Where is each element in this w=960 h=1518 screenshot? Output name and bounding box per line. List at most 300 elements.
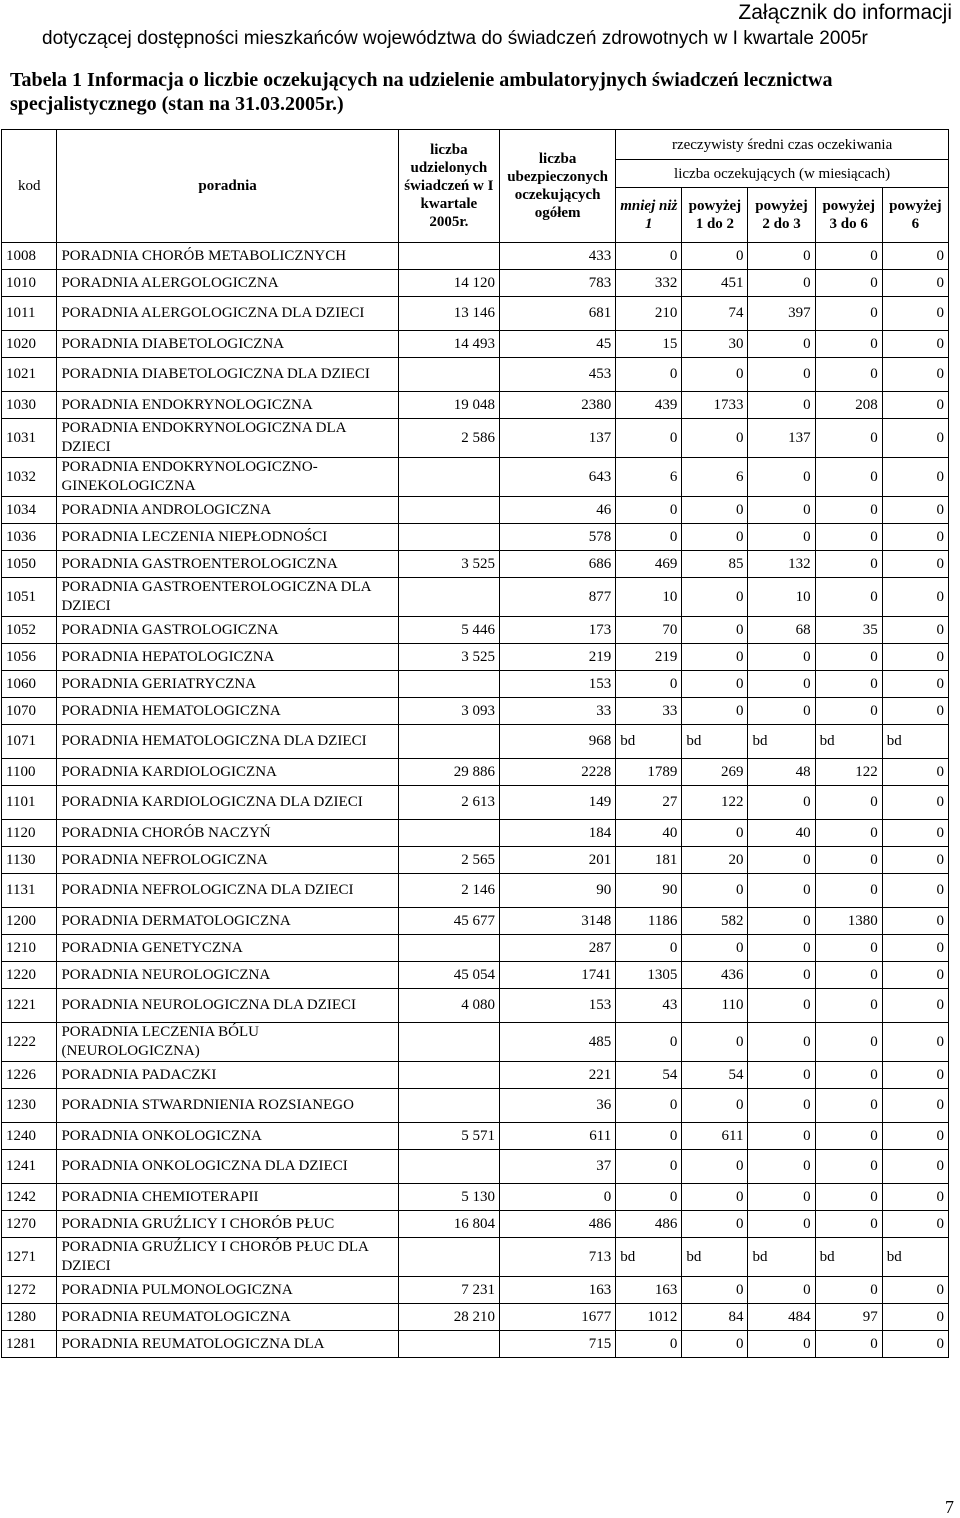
cell-value: 0	[748, 962, 815, 989]
cell-value: 0	[682, 243, 748, 270]
cell-value: 0	[815, 331, 882, 358]
col-header-poradnia: poradnia	[57, 130, 398, 243]
cell-value: 0	[616, 1184, 682, 1211]
cell-value: 1789	[616, 759, 682, 786]
cell-value: 0	[882, 1123, 948, 1150]
table-row	[2, 419, 949, 458]
cell-value: 0	[748, 270, 815, 297]
cell-udzielone	[398, 458, 499, 497]
cell-value: 332	[616, 270, 682, 297]
col-header-czas: rzeczywisty średni czas oczekiwania	[616, 130, 949, 160]
cell-value: 0	[748, 358, 815, 392]
cell-value: 0	[815, 297, 882, 331]
cell-value: 0	[815, 1062, 882, 1089]
cell-value: 0	[815, 786, 882, 820]
cell-kod: 1031	[2, 419, 57, 458]
cell-ubezpieczeni: 453	[500, 358, 616, 392]
table-row	[2, 1304, 949, 1331]
cell-udzielone: 13 146	[398, 297, 499, 331]
cell-ubezpieczeni: 715	[500, 1331, 616, 1358]
cell-value: bd	[616, 725, 682, 759]
cell-value: 0	[882, 1023, 948, 1062]
cell-poradnia: PORADNIA ENDOKRYNOLOGICZNA	[57, 392, 398, 419]
cell-value: 0	[882, 908, 948, 935]
cell-value: 0	[882, 331, 948, 358]
cell-value: 122	[815, 759, 882, 786]
cell-ubezpieczeni: 578	[500, 524, 616, 551]
cell-ubezpieczeni: 90	[500, 874, 616, 908]
cell-poradnia: PORADNIA GASTROLOGICZNA	[57, 617, 398, 644]
table-row	[2, 786, 949, 820]
cell-value: 0	[748, 935, 815, 962]
cell-ubezpieczeni: 968	[500, 725, 616, 759]
cell-value: 0	[815, 1123, 882, 1150]
cell-udzielone	[398, 1331, 499, 1358]
col-header-m2: powyżej 1 do 2	[682, 188, 748, 243]
cell-ubezpieczeni: 37	[500, 1150, 616, 1184]
col-header-ubezpieczeni: liczba ubezpieczonych oczekujących ogółem	[500, 130, 616, 243]
cell-ubezpieczeni: 643	[500, 458, 616, 497]
cell-udzielone: 2 586	[398, 419, 499, 458]
cell-value: 0	[882, 1331, 948, 1358]
cell-value: 0	[682, 1211, 748, 1238]
cell-value: 84	[682, 1304, 748, 1331]
cell-poradnia: PORADNIA NEFROLOGICZNA	[57, 847, 398, 874]
cell-value: 0	[616, 1123, 682, 1150]
table-row	[2, 962, 949, 989]
table-row	[2, 989, 949, 1023]
table-row	[2, 358, 949, 392]
cell-value: 0	[882, 297, 948, 331]
cell-kod: 1036	[2, 524, 57, 551]
cell-poradnia: PORADNIA GRUŹLICY I CHORÓB PŁUC	[57, 1211, 398, 1238]
table-row	[2, 1062, 949, 1089]
table-row	[2, 908, 949, 935]
cell-poradnia: PORADNIA HEMATOLOGICZNA DLA DZIECI	[57, 725, 398, 759]
cell-udzielone	[398, 725, 499, 759]
table-row	[2, 297, 949, 331]
cell-udzielone: 4 080	[398, 989, 499, 1023]
cell-value: 0	[882, 617, 948, 644]
cell-ubezpieczeni: 184	[500, 820, 616, 847]
cell-udzielone	[398, 935, 499, 962]
cell-value: 0	[882, 759, 948, 786]
cell-value: 0	[815, 270, 882, 297]
col-header-m3: powyżej 2 do 3	[748, 188, 815, 243]
table-row	[2, 698, 949, 725]
cell-value: 0	[682, 935, 748, 962]
cell-kod: 1051	[2, 578, 57, 617]
cell-value: 0	[748, 331, 815, 358]
cell-poradnia: PORADNIA LECZENIA BÓLU (NEUROLOGICZNA)	[57, 1023, 398, 1062]
cell-value: 48	[748, 759, 815, 786]
cell-poradnia: PORADNIA PULMONOLOGICZNA	[57, 1277, 398, 1304]
cell-value: 0	[682, 1331, 748, 1358]
cell-value: 0	[815, 551, 882, 578]
cell-value: 0	[748, 847, 815, 874]
cell-poradnia: PORADNIA KARDIOLOGICZNA DLA DZIECI	[57, 786, 398, 820]
cell-kod: 1270	[2, 1211, 57, 1238]
cell-value: 208	[815, 392, 882, 419]
cell-poradnia: PORADNIA CHORÓB NACZYŃ	[57, 820, 398, 847]
cell-udzielone	[398, 1089, 499, 1123]
cell-value: 269	[682, 759, 748, 786]
cell-value: 90	[616, 874, 682, 908]
cell-value: 611	[682, 1123, 748, 1150]
cell-ubezpieczeni: 153	[500, 989, 616, 1023]
cell-udzielone	[398, 497, 499, 524]
cell-ubezpieczeni: 433	[500, 243, 616, 270]
cell-value: bd	[748, 1238, 815, 1277]
table-row	[2, 497, 949, 524]
cell-kod: 1271	[2, 1238, 57, 1277]
cell-ubezpieczeni: 783	[500, 270, 616, 297]
cell-kod: 1220	[2, 962, 57, 989]
cell-value: 0	[882, 551, 948, 578]
cell-kod: 1101	[2, 786, 57, 820]
cell-value: 0	[616, 1150, 682, 1184]
table-row	[2, 1023, 949, 1062]
cell-value: bd	[815, 1238, 882, 1277]
cell-value: 110	[682, 989, 748, 1023]
cell-value: 20	[682, 847, 748, 874]
cell-udzielone: 14 120	[398, 270, 499, 297]
cell-value: 397	[748, 297, 815, 331]
cell-value: 0	[616, 1331, 682, 1358]
cell-value: 1305	[616, 962, 682, 989]
cell-kod: 1230	[2, 1089, 57, 1123]
cell-value: 70	[616, 617, 682, 644]
cell-poradnia: PORADNIA CHEMIOTERAPII	[57, 1184, 398, 1211]
cell-value: 0	[616, 358, 682, 392]
cell-value: 0	[882, 820, 948, 847]
cell-kod: 1034	[2, 497, 57, 524]
cell-value: 0	[748, 1023, 815, 1062]
page-number: 7	[945, 1497, 954, 1517]
cell-value: 0	[748, 1062, 815, 1089]
cell-value: 0	[748, 243, 815, 270]
cell-kod: 1281	[2, 1331, 57, 1358]
cell-ubezpieczeni: 485	[500, 1023, 616, 1062]
cell-value: 0	[815, 243, 882, 270]
cell-ubezpieczeni: 137	[500, 419, 616, 458]
cell-poradnia: PORADNIA REUMATOLOGICZNA DLA	[57, 1331, 398, 1358]
cell-ubezpieczeni: 681	[500, 297, 616, 331]
table-row	[2, 392, 949, 419]
cell-value: bd	[616, 1238, 682, 1277]
cell-value: 0	[815, 698, 882, 725]
cell-value: 582	[682, 908, 748, 935]
cell-value: 0	[748, 524, 815, 551]
cell-value: 0	[815, 1089, 882, 1123]
cell-kod: 1008	[2, 243, 57, 270]
cell-value: 0	[815, 1277, 882, 1304]
table-row	[2, 759, 949, 786]
cell-udzielone: 7 231	[398, 1277, 499, 1304]
cell-value: 0	[882, 1277, 948, 1304]
cell-value: 0	[682, 419, 748, 458]
cell-value: 0	[748, 497, 815, 524]
cell-value: 0	[682, 1023, 748, 1062]
cell-value: bd	[815, 725, 882, 759]
cell-kod: 1131	[2, 874, 57, 908]
annex-subtitle: dotyczącej dostępności mieszkańców województwa do świadczeń zdrowotnych w I kwartale 2005r	[42, 28, 868, 49]
cell-value: bd	[682, 1238, 748, 1277]
cell-value: 0	[682, 1277, 748, 1304]
cell-value: 0	[616, 419, 682, 458]
cell-udzielone	[398, 1150, 499, 1184]
cell-value: 27	[616, 786, 682, 820]
cell-poradnia: PORADNIA REUMATOLOGICZNA	[57, 1304, 398, 1331]
col-header-kod: kod	[2, 130, 57, 243]
cell-ubezpieczeni: 163	[500, 1277, 616, 1304]
cell-value: 0	[882, 1062, 948, 1089]
cell-value: 74	[682, 297, 748, 331]
cell-value: 54	[682, 1062, 748, 1089]
cell-value: 0	[815, 820, 882, 847]
cell-value: 163	[616, 1277, 682, 1304]
table-row	[2, 1123, 949, 1150]
table-row	[2, 820, 949, 847]
cell-poradnia: PORADNIA KARDIOLOGICZNA	[57, 759, 398, 786]
cell-value: 451	[682, 270, 748, 297]
cell-value: 0	[882, 935, 948, 962]
cell-udzielone	[398, 243, 499, 270]
cell-value: 0	[882, 243, 948, 270]
cell-value: 0	[815, 671, 882, 698]
waiting-list-table	[1, 129, 949, 1358]
cell-udzielone	[398, 524, 499, 551]
cell-ubezpieczeni: 153	[500, 671, 616, 698]
cell-ubezpieczeni: 2380	[500, 392, 616, 419]
cell-kod: 1060	[2, 671, 57, 698]
cell-ubezpieczeni: 611	[500, 1123, 616, 1150]
cell-kod: 1052	[2, 617, 57, 644]
cell-ubezpieczeni: 0	[500, 1184, 616, 1211]
cell-kod: 1030	[2, 392, 57, 419]
cell-udzielone	[398, 578, 499, 617]
cell-value: 0	[882, 358, 948, 392]
cell-value: 6	[616, 458, 682, 497]
table-row	[2, 524, 949, 551]
cell-ubezpieczeni: 33	[500, 698, 616, 725]
cell-value: 0	[815, 1023, 882, 1062]
cell-value: 6	[682, 458, 748, 497]
cell-udzielone: 2 565	[398, 847, 499, 874]
table-row	[2, 874, 949, 908]
cell-value: 0	[882, 847, 948, 874]
cell-poradnia: PORADNIA GASTROENTEROLOGICZNA	[57, 551, 398, 578]
cell-value: 0	[616, 243, 682, 270]
cell-value: 0	[815, 1331, 882, 1358]
cell-value: 0	[882, 1150, 948, 1184]
cell-poradnia: PORADNIA HEPATOLOGICZNA	[57, 644, 398, 671]
cell-value: 0	[748, 458, 815, 497]
cell-value: 0	[815, 847, 882, 874]
cell-kod: 1200	[2, 908, 57, 935]
cell-poradnia: PORADNIA ONKOLOGICZNA	[57, 1123, 398, 1150]
table-title: Tabela 1 Informacja o liczbie oczekujących na udzielenie ambulatoryjnych świadczeń lecznictwa specjalistycznego (stan na 31.03.2005r.)	[10, 69, 833, 115]
cell-value: 0	[616, 671, 682, 698]
cell-value: 0	[748, 392, 815, 419]
cell-value: 0	[815, 358, 882, 392]
table-row	[2, 270, 949, 297]
cell-value: 0	[682, 1150, 748, 1184]
cell-value: 0	[882, 419, 948, 458]
cell-value: 181	[616, 847, 682, 874]
cell-kod: 1240	[2, 1123, 57, 1150]
cell-value: 0	[682, 1089, 748, 1123]
cell-value: 484	[748, 1304, 815, 1331]
cell-value: 97	[815, 1304, 882, 1331]
cell-value: bd	[682, 725, 748, 759]
cell-value: 0	[815, 644, 882, 671]
cell-value: 0	[682, 1184, 748, 1211]
cell-poradnia: PORADNIA ALERGOLOGICZNA	[57, 270, 398, 297]
cell-kod: 1071	[2, 725, 57, 759]
cell-value: 0	[748, 786, 815, 820]
cell-value: 0	[815, 989, 882, 1023]
cell-poradnia: PORADNIA DERMATOLOGICZNA	[57, 908, 398, 935]
table-row	[2, 331, 949, 358]
cell-kod: 1010	[2, 270, 57, 297]
table-row	[2, 551, 949, 578]
cell-value: 0	[748, 1089, 815, 1123]
cell-value: 0	[882, 698, 948, 725]
cell-value: 0	[815, 1150, 882, 1184]
cell-value: 0	[882, 786, 948, 820]
table-row	[2, 725, 949, 759]
cell-ubezpieczeni: 36	[500, 1089, 616, 1123]
cell-ubezpieczeni: 173	[500, 617, 616, 644]
cell-value: 10	[748, 578, 815, 617]
cell-value: 0	[815, 524, 882, 551]
cell-value: 0	[682, 578, 748, 617]
cell-ubezpieczeni: 1677	[500, 1304, 616, 1331]
cell-value: 0	[682, 524, 748, 551]
cell-udzielone	[398, 1238, 499, 1277]
cell-value: bd	[882, 1238, 948, 1277]
cell-poradnia: PORADNIA DIABETOLOGICZNA	[57, 331, 398, 358]
cell-value: bd	[882, 725, 948, 759]
cell-value: 486	[616, 1211, 682, 1238]
cell-value: 0	[748, 671, 815, 698]
cell-value: 0	[748, 698, 815, 725]
cell-poradnia: PORADNIA GASTROENTEROLOGICZNA DLA DZIECI	[57, 578, 398, 617]
cell-value: 33	[616, 698, 682, 725]
cell-value: 0	[748, 1211, 815, 1238]
cell-poradnia: PORADNIA GERIATRYCZNA	[57, 671, 398, 698]
cell-value: 0	[682, 874, 748, 908]
cell-value: 0	[882, 874, 948, 908]
cell-kod: 1272	[2, 1277, 57, 1304]
cell-value: 0	[882, 1304, 948, 1331]
cell-value: 0	[882, 671, 948, 698]
cell-value: 0	[882, 392, 948, 419]
cell-udzielone	[398, 671, 499, 698]
cell-udzielone: 45 677	[398, 908, 499, 935]
table-row	[2, 1238, 949, 1277]
cell-kod: 1120	[2, 820, 57, 847]
cell-value: 0	[815, 497, 882, 524]
cell-value: 0	[882, 989, 948, 1023]
col-header-miesiace: liczba oczekujących (w miesiącach)	[616, 160, 949, 188]
cell-value: 0	[682, 644, 748, 671]
cell-poradnia: PORADNIA STWARDNIENIA ROZSIANEGO	[57, 1089, 398, 1123]
cell-ubezpieczeni: 149	[500, 786, 616, 820]
cell-value: 0	[815, 874, 882, 908]
cell-value: 219	[616, 644, 682, 671]
table-body	[2, 243, 949, 1358]
cell-poradnia: PORADNIA ALERGOLOGICZNA DLA DZIECI	[57, 297, 398, 331]
cell-value: 68	[748, 617, 815, 644]
cell-kod: 1226	[2, 1062, 57, 1089]
cell-value: 0	[882, 524, 948, 551]
cell-kod: 1050	[2, 551, 57, 578]
cell-ubezpieczeni: 486	[500, 1211, 616, 1238]
cell-ubezpieczeni: 287	[500, 935, 616, 962]
cell-udzielone	[398, 820, 499, 847]
cell-value: 43	[616, 989, 682, 1023]
cell-value: 0	[882, 1211, 948, 1238]
cell-ubezpieczeni: 219	[500, 644, 616, 671]
table-row	[2, 458, 949, 497]
cell-value: 0	[882, 644, 948, 671]
cell-ubezpieczeni: 1741	[500, 962, 616, 989]
cell-poradnia: PORADNIA CHORÓB METABOLICZNYCH	[57, 243, 398, 270]
cell-kod: 1130	[2, 847, 57, 874]
cell-kod: 1070	[2, 698, 57, 725]
table-row	[2, 1089, 949, 1123]
cell-udzielone: 16 804	[398, 1211, 499, 1238]
cell-value: 0	[682, 358, 748, 392]
col-header-m1: mniej niż 1	[616, 188, 682, 243]
cell-udzielone: 14 493	[398, 331, 499, 358]
cell-poradnia: PORADNIA ENDOKRYNOLOGICZNA DLA DZIECI	[57, 419, 398, 458]
cell-value: 0	[748, 1277, 815, 1304]
col-header-udzielone: liczba udzielonych świadczeń w I kwartale 2005r.	[398, 130, 499, 243]
cell-udzielone: 2 146	[398, 874, 499, 908]
cell-udzielone: 28 210	[398, 1304, 499, 1331]
cell-value: 0	[682, 820, 748, 847]
cell-value: 0	[815, 458, 882, 497]
cell-udzielone: 45 054	[398, 962, 499, 989]
cell-value: 0	[815, 1184, 882, 1211]
cell-kod: 1032	[2, 458, 57, 497]
cell-ubezpieczeni: 45	[500, 331, 616, 358]
cell-value: 40	[748, 820, 815, 847]
cell-value: 0	[748, 908, 815, 935]
cell-value: 0	[748, 644, 815, 671]
cell-value: 0	[815, 935, 882, 962]
cell-value: 0	[815, 578, 882, 617]
cell-kod: 1280	[2, 1304, 57, 1331]
col-header-m4: powyżej 3 do 6	[815, 188, 882, 243]
cell-value: 0	[682, 497, 748, 524]
cell-ubezpieczeni: 221	[500, 1062, 616, 1089]
cell-value: 210	[616, 297, 682, 331]
cell-value: 0	[682, 617, 748, 644]
cell-poradnia: PORADNIA ANDROLOGICZNA	[57, 497, 398, 524]
table-row	[2, 935, 949, 962]
cell-value: 0	[882, 962, 948, 989]
cell-udzielone	[398, 1023, 499, 1062]
table-row	[2, 1211, 949, 1238]
cell-value: 54	[616, 1062, 682, 1089]
cell-value: 1733	[682, 392, 748, 419]
cell-value: 35	[815, 617, 882, 644]
table-row	[2, 1150, 949, 1184]
